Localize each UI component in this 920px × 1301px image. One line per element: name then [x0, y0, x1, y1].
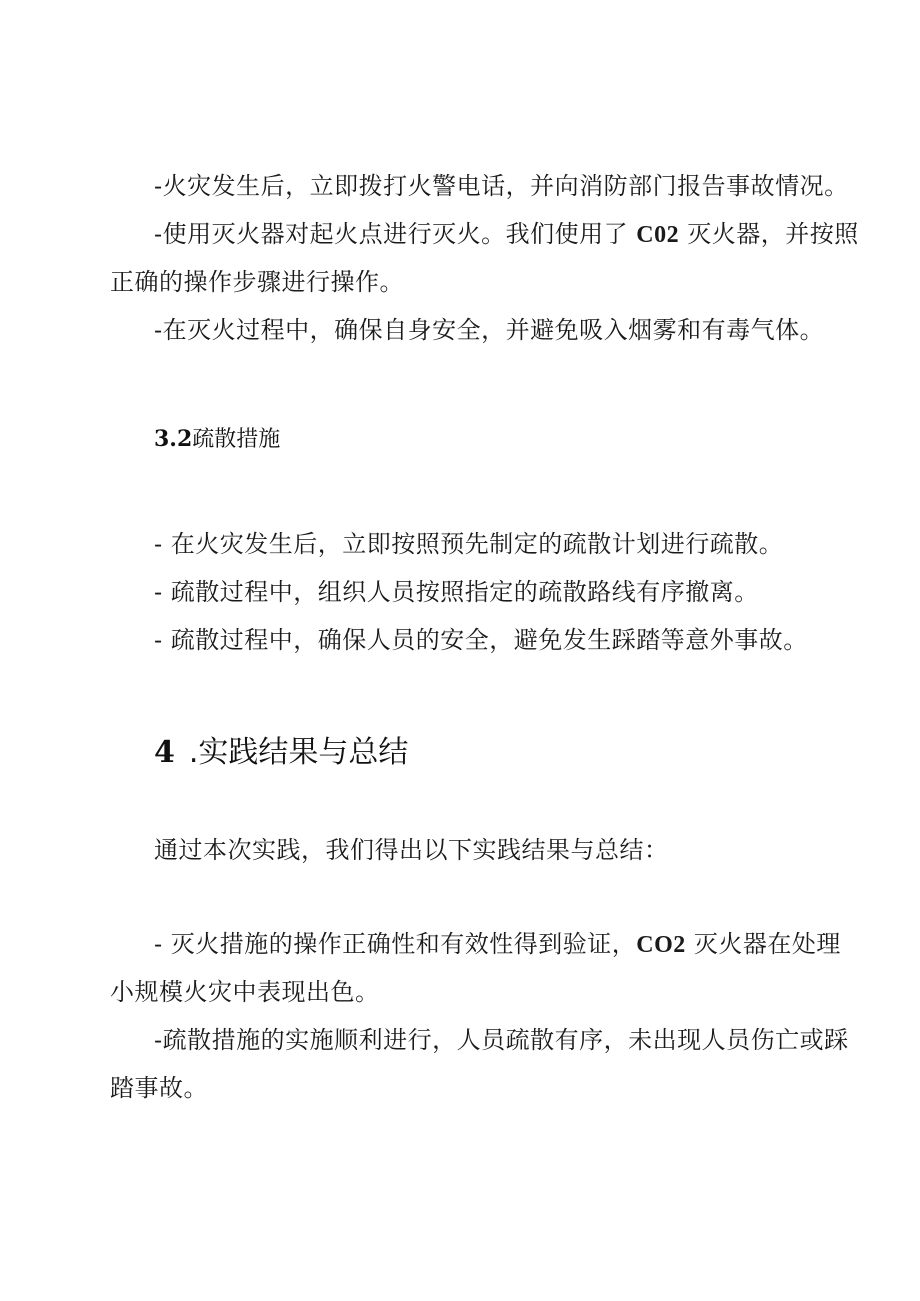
result-bullet-2-continuation: 踏事故。: [110, 1074, 208, 1102]
result-bullet-1-text: - 灭火措施的操作正确性和有效性得到验证，: [154, 930, 637, 958]
result-bullet-1-text-2: 灭火器在处理: [685, 930, 841, 958]
results-intro: 通过本次实践，我们得出以下实践结果与总结：: [154, 836, 669, 864]
result-bullet-2: -疏散措施的实施顺利进行，人员疏散有序，未出现人员伤亡或踩: [154, 1026, 849, 1054]
section-4-heading: [154, 733, 408, 773]
result-bullet-1: [154, 928, 841, 961]
evacuation-bullet-3: - 疏散过程中，确保人员的安全，避免发生踩踏等意外事故。: [154, 626, 808, 654]
section-3-2-heading: [154, 424, 280, 455]
result-bullet-1-continuation: 小规模火灾中表现出色。: [110, 978, 380, 1006]
co2-term: CO2: [636, 932, 686, 958]
extinguisher-bullet-text: -使用灭火器对起火点进行灭火。我们使用了: [154, 220, 637, 248]
evacuation-bullet-2: - 疏散过程中，组织人员按照指定的疏散路线有序撤离。: [154, 578, 759, 606]
section-3-2-title: 疏散措施: [192, 427, 281, 452]
fire-alarm-bullet: -火灾发生后，立即拨打火警电话，并向消防部门报告事故情况。: [154, 172, 849, 200]
section-4-title: .实践结果与总结: [188, 735, 409, 770]
extinguisher-type-term: C02: [636, 222, 680, 248]
extinguisher-bullet-text-2: 灭火器，并按照: [679, 220, 859, 248]
extinguisher-bullet-continuation: 正确的操作步骤进行操作。: [110, 268, 404, 296]
safety-bullet: -在灭火过程中，确保自身安全，并避免吸入烟雾和有毒气体。: [154, 316, 825, 344]
evacuation-bullet-1: - 在火灾发生后，立即按照预先制定的疏散计划进行疏散。: [154, 530, 784, 558]
extinguisher-bullet: [154, 218, 859, 251]
section-3-2-number: 3.2: [154, 426, 193, 452]
section-4-number: 4: [154, 735, 175, 770]
